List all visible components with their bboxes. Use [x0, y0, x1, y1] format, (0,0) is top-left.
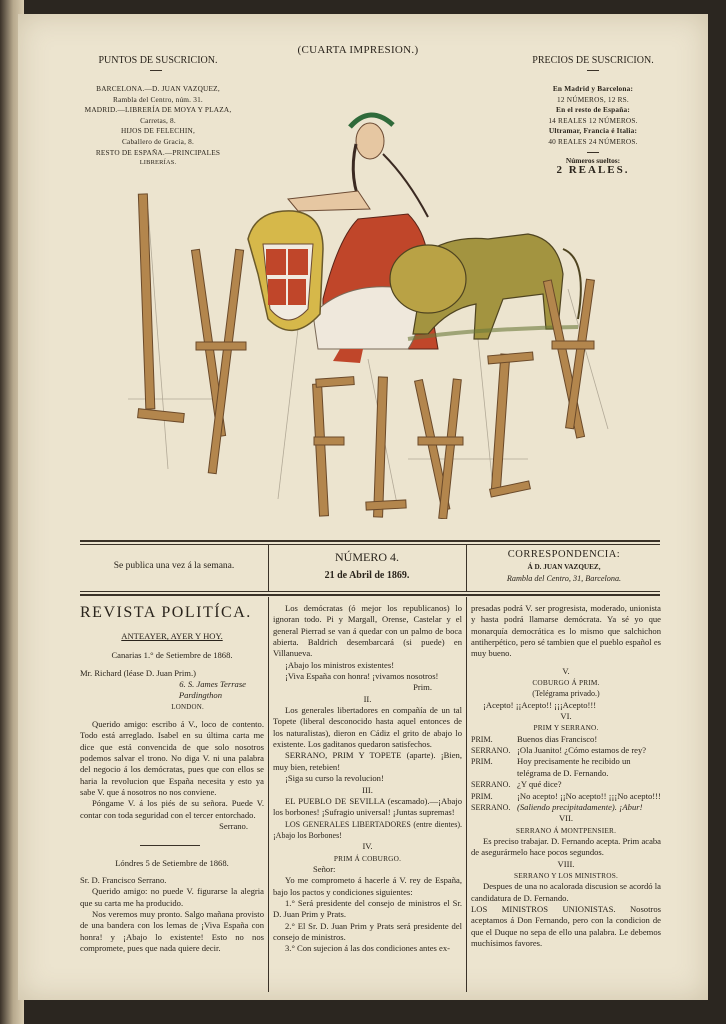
section-title: REVISTA POLITÍCA. — [80, 604, 252, 621]
column-1 — [80, 603, 264, 954]
letter2-body2: Nos veremos muy pronto. Salgo mañana provisto de una bandera con los lemas de ¡Viva España con honra! y ¡Abajo lo existente! Esto no nos compromete, pues que nada quiere decir. — [80, 908, 264, 953]
col2-paragraph-4: Yo me comprometo á hacerle á V. rey de España, bajo los pactos y condiciones siguientes: — [273, 875, 462, 897]
col2-signature-prim: Prim. — [413, 682, 432, 693]
coat-of-arms-shield — [248, 211, 323, 330]
la-flaca-title-illustration — [108, 99, 668, 519]
column-3 — [471, 603, 661, 949]
col3-heading-viii: VIII. — [557, 858, 575, 869]
subscription-points-list: BARCELONA.—D. JUAN VAZQUEZ, Rambla del Centro, núm. 31. MADRID.—LIBRERÍA DE MOYA Y PLAZA, Carretas, 8. HIJOS DE FELECHIN, Caballero de Gracia, 8. RESTO DE ESPAÑA.—PRINCIPALES LIBRERÍAS. — [84, 84, 232, 167]
column-2 — [273, 603, 462, 955]
col2-paragraph-1b: ¡Abajo los ministros existentes! — [285, 659, 395, 670]
loose-issue-price: 2 REALES. — [556, 164, 630, 176]
col3-heading-v: V. — [562, 665, 570, 676]
publication-frequency: Se publica una vez á la semana. — [113, 561, 235, 571]
col2-condition-3: 3.° Con sujecion á las dos condiciones antes ex- — [285, 943, 451, 954]
letter2-body: Querido amigo: no puede V. figurarse la alegria que su carta me ha producido. — [80, 886, 264, 908]
col2-condition-2: 2.° El Sr. D. Juan Prim y Prats será presidente del consejo de ministros. — [273, 920, 462, 942]
col3-paragraph-1: presadas podrá V. ser progresista, moderado, unionista y hasta podrá llamarse demócrata. Ya sé yo que monarquía democrática es lo mismo que salchichon antiherpético, pero sé tambien que el pueblo español es muy bueno. — [471, 603, 661, 659]
col2-paragraph-2: Los generales libertadores en compañía de un tal Topete (liberal desconocido hasta aquel entonces de los naturalistas), dieron en Cádiz el grito de abajo lo existente. Los gaditanos quedaron satisfechos. — [273, 705, 462, 750]
letter1-body2: Póngame V. á los piés de su señora. Puede V. contar con toda seguridad con el tercer entorchado. — [80, 798, 264, 820]
col2-paragraph-3b: LOS GENERALES LIBERTADORES (entre dientes). ¡Abajo los Borbones! — [273, 819, 462, 840]
issue-number: NÚMERO 4. — [334, 550, 399, 564]
dialog-line: PRIM. Hoy precisamente he recibido un telégrama de D. Fernando. — [471, 756, 631, 778]
dialog-line: SERRANO. ¿Y qué dice? — [471, 779, 562, 790]
subscription-prices-list: En Madrid y Barcelona: 12 NÚMEROS, 12 RS. En el resto de España: 14 REALES 12 NÚMEROS. Ultramar, Francia é Italia: 40 REALES 24 NÚMEROS. — [548, 84, 638, 146]
col3-subheading-v: COBURGO Á PRIM. — [532, 678, 600, 688]
col3-subheading-vii: SERRANO Á MONTPENSIER. — [515, 825, 617, 835]
col3-heading-vii: VII. — [558, 813, 574, 824]
letter1-date: Canarias 1.° de Setiembre de 1868. — [111, 650, 233, 661]
subscription-prices-heading: PRECIOS DE SUSCRICION. — [532, 55, 654, 66]
col2-paragraph-2b: SERRANO, PRIM Y TOPETE (aparte). ¡Bien, muy bien, retebien! — [273, 750, 462, 772]
loose-issue-label: Números sueltos: — [565, 156, 621, 165]
col3-paragraph-5: ¡Acepto! ¡¡Acepto!! ¡¡¡Acepto!!! — [483, 699, 597, 710]
letter2-date: Lóndres 5 de Setiembre de 1868. — [115, 857, 229, 868]
letter1-signature: Serrano. — [219, 821, 248, 832]
letter2-addressee: Sr. D. Francisco Serrano. — [80, 874, 167, 885]
col3-paragraph-7: Es preciso trabajar. D. Fernando acepta. Prim acaba de asegurármelo hace pocos segundos. — [471, 835, 661, 858]
correspondence-address: Rambla del Centro, 31, Barcelona. — [506, 574, 622, 583]
col2-heading-iv: IV. — [362, 841, 373, 852]
col3-heading-vi: VI. — [560, 711, 572, 722]
correspondence-name: Á D. JUAN VAZQUEZ, — [527, 563, 601, 571]
col2-heading-iii: III. — [362, 784, 373, 795]
col2-greeting: Señor: — [313, 863, 336, 874]
col2-subheading-iv: PRIM Á COBURGO. — [333, 853, 402, 863]
letter1-address-line1: 6. S. James Terrase — [179, 679, 246, 690]
col2-paragraph-1: Los demócratas (ó mejor los republicanos) lo ignoran todo. Pi y Margall, Orense, Castelar y el general Pierrad se van á quedar con un palmo de boca abierta. Baldrich desembarcará (si puede) en Villanueva. — [273, 603, 462, 659]
col3-dialog — [471, 734, 661, 813]
col2-paragraph-1c: ¡Viva España con honra! ¡vivamos nosotros! — [285, 671, 439, 682]
col2-paragraph-3: EL PUEBLO DE SEVILLA (escamado).—¡Abajo los borbones! ¡Sufragio universal! ¡Juntas supremas! — [273, 795, 462, 818]
subscription-points-heading: PUNTOS DE SUSCRICION. — [98, 55, 218, 66]
dialog-line: SERRANO. ¡Ola Juanito! ¿Cómo estamos de rey? — [471, 745, 647, 756]
letter1-body: Querido amigo: escribo á V., loco de contento. Todo está arreglado. Isabel en su última carta me dice que está convencida de que solo nosotros podemos salvar el trono. No diga V. ni una palabra del negocio á los demócratas, pues que con ellos se haria la revolucion que España necesita y esto ya sabe V. que á nosotros no nos conviene. — [80, 719, 264, 798]
article-subtitle: ANTEAYER, AYER Y HOY. — [121, 631, 223, 641]
letter1-address-line2: Pardingthon — [178, 690, 222, 701]
col2-paragraph-2c: ¡Siga su curso la revolucion! — [285, 773, 384, 784]
infobar-top-rule — [80, 540, 660, 542]
col3-subheading-vi: PRIM Y SERRANO. — [533, 723, 599, 733]
col3-note-v: (Telégrama privado.) — [532, 689, 600, 699]
issue-date: 21 de Abril de 1869. — [324, 570, 410, 581]
dialog-line: PRIM. ¡No acepto! ¡¡No acepto!! ¡¡¡No acepto!!! — [471, 790, 661, 801]
col3-subheading-viii: SERRANO Y LOS MINISTROS. — [514, 870, 618, 880]
col2-heading-ii: II. — [363, 693, 372, 704]
col2-condition-1: 1.° Será presidente del consejo de ministros el Sr. D. Juan Prim y Prats. — [273, 897, 462, 920]
masthead-title-label — [18, 14, 19, 15]
newspaper-page — [18, 14, 708, 1000]
dialog-line: SERRANO. (Saliendo precipitadamente). ¡Abur! — [471, 801, 643, 812]
col3-paragraph-8: Despues de una no acalorada discusion se acordó la candidatura de D. Fernando. — [471, 881, 661, 903]
letter1-addressee: Mr. Richard (léase D. Juan Prim.) — [80, 667, 196, 678]
col3-paragraph-8b: LOS MINISTROS UNIONISTAS. Nosotros aceptamos á Don Fernando, pero con la condicion de que el Duque no sepa de ello una palabra. Le debemos muchísimos favores. — [471, 903, 661, 948]
edition-note: (CUARTA IMPRESION.) — [297, 44, 419, 56]
letter1-address-line3: LONDON. — [171, 702, 204, 711]
correspondence-heading: CORRESPONDENCIA: — [507, 549, 621, 560]
dialog-line: PRIM. Buenos dias Francisco! — [471, 733, 598, 744]
